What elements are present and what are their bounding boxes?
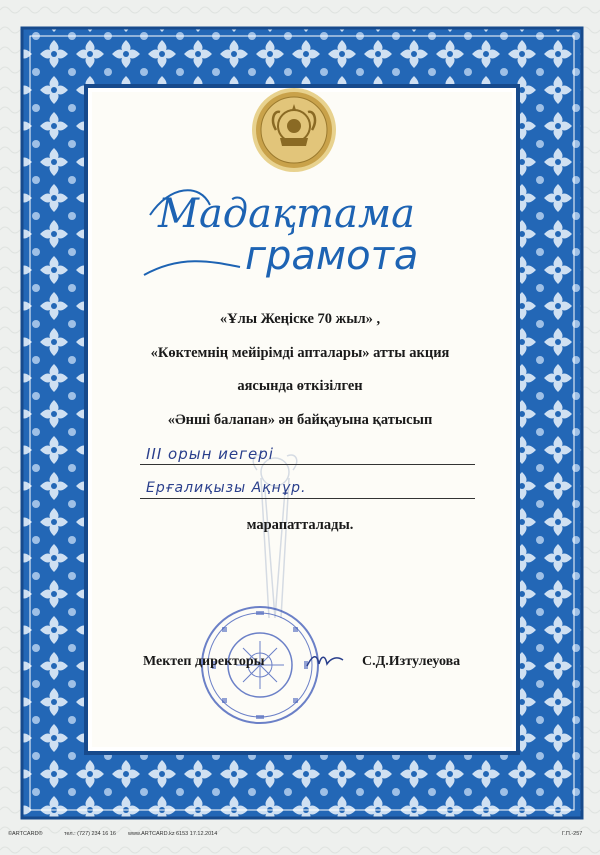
title-line-2: грамота	[245, 233, 419, 279]
certificate-title	[140, 175, 450, 285]
text-line-4: «Әнші балапан» ән байқауына қатысып	[167, 412, 433, 428]
footer-site: www.ARTCARD.kz	[128, 831, 175, 837]
text-line-2: «Көктемнің мейірімді апталары» атты акция	[150, 345, 450, 361]
footer-brand: ©ARTCARD®	[8, 831, 43, 837]
signature-mark	[305, 650, 345, 672]
footer-phone: тел.: (727) 234 16 16	[64, 831, 116, 837]
awarded-text: марапатталады.	[246, 517, 354, 533]
baiterek-tower-watermark	[245, 450, 305, 620]
handwritten-place: III орын иегері	[146, 445, 274, 463]
place-underline	[140, 464, 475, 465]
footer-code: Г.П.-257	[562, 831, 583, 837]
text-line-1: «Ұлы Жеңіске 70 жыл» ,	[219, 311, 381, 327]
handwritten-name: Ерғалиқызы Ақнұр.	[146, 480, 307, 496]
title-line-1: Мадақтама	[158, 191, 415, 237]
footer-order: 6153 17.12.2014	[176, 831, 218, 837]
text-line-3: аясында өткізілген	[237, 378, 363, 394]
state-emblem-icon	[250, 86, 338, 174]
name-underline	[140, 498, 475, 499]
signer-name: С.Д.Изтулеуова	[362, 654, 461, 669]
signer-role: Мектеп директоры	[143, 654, 265, 669]
